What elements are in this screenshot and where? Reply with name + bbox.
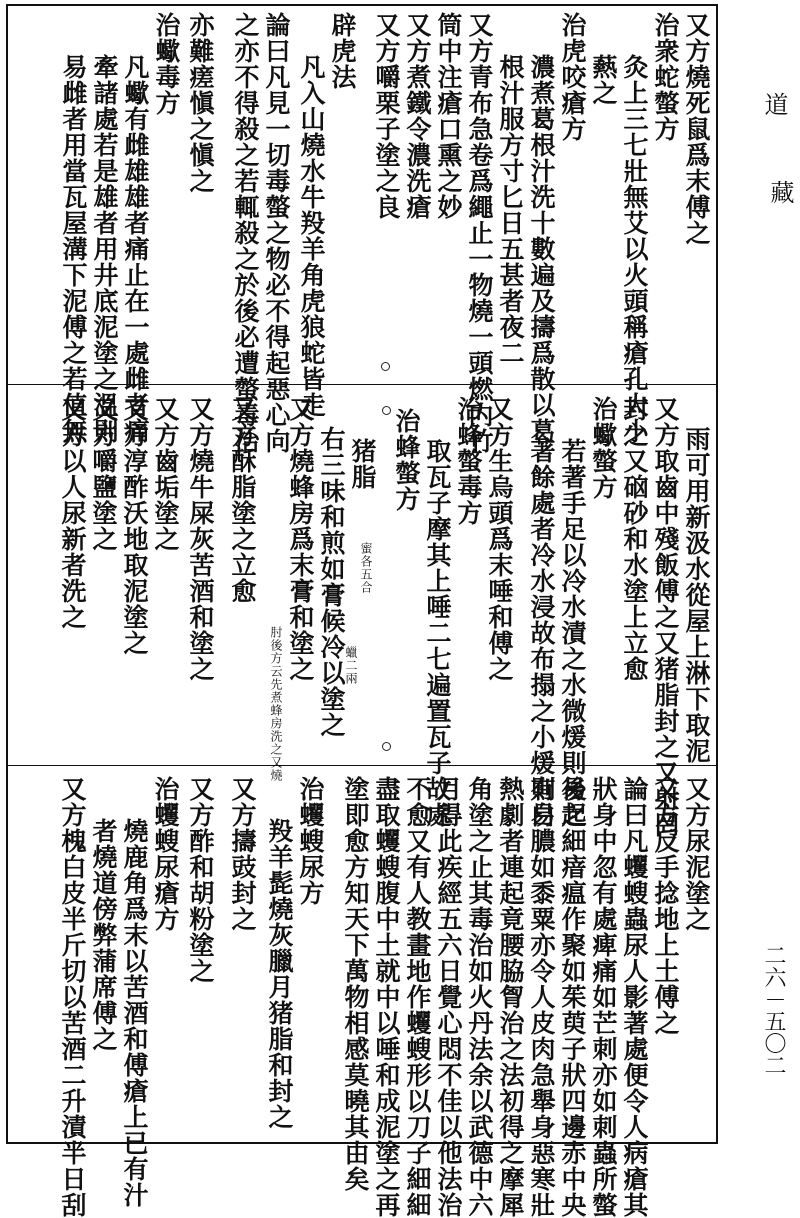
- text-column: 又方酥脂塗之立愈: [228, 396, 257, 604]
- annotation-note: 蜜各五合: [359, 542, 373, 594]
- text-column: 亦難瘥愼之愼之: [186, 12, 215, 194]
- section-mark-circle: [381, 362, 390, 371]
- text-column: 者燒道傍弊蒲席傅之: [89, 818, 118, 1052]
- text-column: 不愈又有人教畫地作蠼螋形以刀子細細: [403, 776, 432, 1218]
- page-number: 二六－五〇二: [761, 944, 786, 1076]
- text-column: 凡蠍有雌雄雄者痛止在一處雌者痛: [121, 54, 150, 444]
- text-column: 又方燒蜂房爲末膏和塗之: [286, 396, 315, 682]
- recipe-heading: 治蜂螫方: [392, 408, 421, 512]
- recipe-heading: 治蠍螫方: [589, 396, 618, 500]
- text-column: 又方淳酢沃地取泥塗之: [120, 396, 149, 656]
- text-column: 羖羊髭燒灰臘月猪脂和封之: [265, 818, 294, 1130]
- text-column: 又方反手捻地上土傅之: [651, 776, 680, 1036]
- ingredient-name: 猪脂: [348, 438, 377, 490]
- text-column: 濃煮葛根汁洗十數遍及擣爲散以葛: [527, 54, 556, 444]
- page-frame: [6, 4, 718, 1218]
- text-column: 又方齒垢塗之: [151, 396, 180, 552]
- text-column: 根汁服方寸匕日五甚者夜二: [496, 54, 525, 366]
- book-title: 道: [760, 92, 788, 116]
- recipe-heading: 治衆蛇螫方: [651, 12, 680, 142]
- section-mark-circle: [382, 406, 391, 415]
- text-column: 灸上三七壯無艾以火頭稱瘡孔大小: [620, 54, 649, 444]
- text-column: 又方取齒中殘飯傅之又猪脂封之又射罔: [651, 396, 680, 838]
- text-column: 又方尿泥塗之: [682, 776, 711, 932]
- text-column: 右三味和煎如膏候冷以塗之: [317, 426, 346, 738]
- text-column: 若著手足以冷水漬之水微煖則易之: [558, 438, 587, 828]
- text-column: 又方擣豉封之: [228, 776, 257, 932]
- text-column: 燒鹿角爲末以苦酒和傅瘡上已有汁: [120, 818, 149, 1208]
- text-column: 角塗之止其毒治如火丹法余以武德中六: [465, 776, 494, 1218]
- text-column: 又方嚼鹽塗之: [89, 396, 118, 552]
- text-column: 有白膿如黍粟亦令人皮肉急舉身惡寒壯: [527, 776, 556, 1218]
- recipe-heading: 治蜂螫毒方: [454, 396, 483, 526]
- recipe-heading: 辟虎法: [328, 12, 357, 90]
- text-column: 又方煮鐵令濃洗瘡: [403, 12, 432, 220]
- text-column: 月得此疾經五六日覺心悶不佳以他法治: [434, 776, 463, 1218]
- text-column: 又方燒死鼠爲末傅之: [682, 12, 711, 246]
- text-column: 凡入山燒水牛羖羊角虎狼蛇皆走: [297, 54, 326, 418]
- section-mark-circle: [382, 742, 391, 751]
- text-column: 易雌者用當瓦屋溝下泥傅之若值無: [59, 54, 88, 444]
- recipe-heading: 治虎咬瘡方: [558, 12, 587, 142]
- text-column: 又方生烏頭爲末唾和傅之: [485, 396, 514, 682]
- register-divider-2: [8, 765, 716, 766]
- text-column: 筒中注瘡口熏之妙: [434, 12, 463, 220]
- recipe-heading: 治蠼螋尿瘡方: [151, 776, 180, 932]
- text-column: 盡取蠼螋腹中土就中以唾和成泥塗之再: [372, 776, 401, 1218]
- recipe-heading: 治蠍毒方: [152, 12, 181, 116]
- text-column: 又方燒牛屎灰苦酒和塗之: [186, 396, 215, 682]
- text-column: 論曰凡見一切毒螫之物必不得起惡心向: [262, 12, 291, 454]
- text-column: 論曰凡蠼螋蟲尿人影著處便令人病瘡其: [620, 776, 649, 1218]
- text-column: 牽諸處若是雄者用井底泥塗之溫則: [90, 54, 119, 444]
- annotation-note: 蠟二兩: [344, 646, 358, 685]
- text-column: 又方以人尿新者洗之: [58, 396, 87, 630]
- text-column: 封之又硇砂和水塗上立愈: [620, 396, 649, 682]
- text-column: 雨可用新汲水從屋上淋下取泥: [682, 426, 711, 764]
- text-column: 後起細瘖瘟作聚如茱萸子狀四邊赤中央: [558, 776, 587, 1218]
- text-column: 之亦不得殺之若輒殺之於後必遭螫毒治: [231, 12, 260, 454]
- text-column: 狀身中忽有處痺痛如芒刺亦如刺蟲所螫: [589, 776, 618, 1218]
- annotation-note: 肘後方云先煮蜂房洗之又燒: [269, 626, 283, 782]
- recipe-heading: 治蠼螋尿方: [296, 776, 325, 906]
- text-column: 熱劇者連起竟腰脇胷治之法初得之摩犀: [496, 776, 525, 1218]
- text-column: 取瓦子摩其上唾二七遍置瓦子故處: [423, 438, 452, 828]
- text-column: 又方槐白皮半斤切以苦酒二升漬半日刮: [58, 776, 87, 1218]
- section-label: 藏: [766, 180, 794, 204]
- text-column: 塗即愈方知天下萬物相感莫曉其由矣: [341, 776, 370, 1192]
- text-column: 著餘處者冷水浸故布搨之小煖則易: [527, 438, 556, 828]
- text-column: 又方嚼栗子塗之良: [372, 12, 401, 220]
- text-column: 又方青布急卷爲繩止一物燒一頭燃内竹: [465, 12, 494, 454]
- text-column: 又方酢和胡粉塗之: [186, 776, 215, 984]
- text-column: 爇之: [589, 54, 618, 106]
